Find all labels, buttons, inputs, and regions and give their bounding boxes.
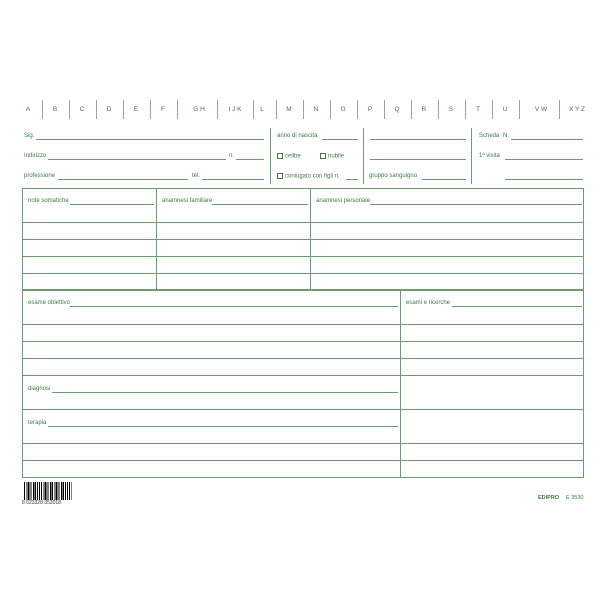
blank-line-2 [370, 159, 466, 160]
note-somatiche-line [70, 204, 154, 205]
alphabet-tab: T [476, 106, 480, 113]
tel-line [202, 179, 264, 180]
alphabet-tick [177, 100, 178, 119]
alphabet-tab: M [286, 106, 292, 113]
alphabet-tick [123, 100, 124, 119]
alphabet-tick [150, 100, 151, 119]
alphabet-tab: N [313, 106, 319, 113]
header-divider-3 [471, 128, 472, 184]
header-divider-2 [363, 128, 364, 184]
nubile-label: nubile [328, 153, 345, 160]
blank-line-1 [370, 139, 466, 140]
note-somatiche-label: note somatiche [28, 198, 69, 204]
celibe-option [277, 153, 301, 160]
gruppo-sanguigno-line [422, 179, 466, 180]
professione-line [58, 179, 188, 180]
prima-visita-label: 1ª visita [479, 153, 500, 159]
alphabet-tick [69, 100, 70, 119]
alphabet-tick [411, 100, 412, 119]
indirizzo-n-label: n. [229, 153, 235, 159]
barcode-number: 8 023328 353018 [22, 500, 61, 506]
ruled-line [22, 443, 584, 444]
indirizzo-line [48, 159, 226, 160]
anamnesi-familiare-line [212, 204, 308, 205]
alphabet-tab: R [421, 106, 427, 113]
ruled-line [22, 375, 584, 376]
celibe-label: celibe [285, 153, 301, 160]
ruled-line [22, 460, 584, 461]
ruled-line [22, 239, 584, 240]
coniugato-line [346, 179, 358, 180]
alphabet-tick [384, 100, 385, 119]
barcode [24, 482, 72, 500]
alphabet-tick [438, 100, 439, 119]
indirizzo-label: Indirizzo [24, 153, 47, 159]
terapia-line [48, 426, 398, 427]
alphabet-tab: D [106, 106, 112, 113]
blank-line-3 [505, 179, 583, 180]
alphabet-tick [96, 100, 97, 119]
header-divider-1 [270, 128, 271, 184]
alphabet-tab: P [367, 106, 373, 113]
sig-line [36, 139, 264, 140]
diagnosi-line [52, 392, 398, 393]
anamnesi-personale-label: anamnesi personale [316, 198, 371, 204]
alphabet-tick [253, 100, 254, 119]
esami-ricerche-line [452, 306, 582, 307]
alphabet-tab: L [260, 106, 264, 113]
professione-label: professione [24, 173, 56, 179]
alphabet-tick [519, 100, 520, 119]
alphabet-tick [492, 100, 493, 119]
nubile-option [320, 153, 344, 160]
ruled-line [22, 409, 584, 410]
alphabet-tick [330, 100, 331, 119]
alphabet-tab: O [340, 106, 346, 113]
product-code: E 3530 [566, 495, 584, 501]
alphabet-tab: G H [193, 106, 205, 113]
nubile-checkbox [320, 153, 326, 159]
anamnesi-familiare-label: anamnesi familiare [162, 198, 213, 204]
ruled-line [22, 341, 584, 342]
anno-nascita-label: anno di nascita [277, 133, 318, 139]
indirizzo-n-line [236, 159, 264, 160]
alphabet-tick [465, 100, 466, 119]
scheda-label: Scheda [479, 133, 500, 139]
exam-box [22, 290, 584, 478]
diagnosi-label: diagnosi [28, 386, 51, 392]
tel-label: tel. [192, 173, 201, 179]
alphabet-tab: A [25, 106, 31, 113]
alphabet-tick [357, 100, 358, 119]
coniugato-checkbox [277, 173, 283, 179]
alphabet-tab: U [502, 106, 508, 113]
terapia-label: terapia [28, 420, 47, 426]
alphabet-tab: X Y Z [568, 106, 586, 113]
alphabet-tab: S [448, 106, 454, 113]
coniugato-option [277, 173, 340, 180]
coniugato-label: coniugato con figli n. [285, 173, 340, 180]
scheda-line [511, 139, 583, 140]
anamnesi-personale-line [370, 204, 582, 205]
sig-label: Sig. [24, 133, 35, 139]
alphabet-tab: C [79, 106, 85, 113]
alphabet-tab: I J K [228, 106, 242, 113]
ruled-line [22, 358, 584, 359]
alphabet-tick [42, 100, 43, 119]
alphabet-tab: E [133, 106, 139, 113]
prima-visita-line [505, 159, 583, 160]
exam-divider [400, 290, 401, 478]
alphabet-tab: B [52, 106, 58, 113]
alphabet-tick [276, 100, 277, 119]
alphabet-tick [559, 100, 560, 119]
anno-nascita-line [322, 139, 358, 140]
esame-obiettivo-label: esame obiettivo [28, 300, 71, 306]
ruled-line [22, 273, 584, 274]
esami-ricerche-label: esami e ricerche [406, 300, 451, 306]
alphabet-tick [217, 100, 218, 119]
alphabet-tab: Q [394, 106, 400, 113]
alphabet-tick [303, 100, 304, 119]
brand-logo: EDIPRO [538, 495, 560, 501]
alphabet-tab: F [161, 106, 165, 113]
celibe-checkbox [277, 153, 283, 159]
ruled-line [22, 256, 584, 257]
gruppo-sanguigno-label: gruppo sanguigno [369, 173, 418, 179]
ruled-line [22, 222, 584, 223]
ruled-line [22, 324, 584, 325]
alphabet-tab: V W [534, 106, 548, 113]
scheda-n-label: N. [503, 133, 509, 139]
esame-obiettivo-line [70, 306, 398, 307]
